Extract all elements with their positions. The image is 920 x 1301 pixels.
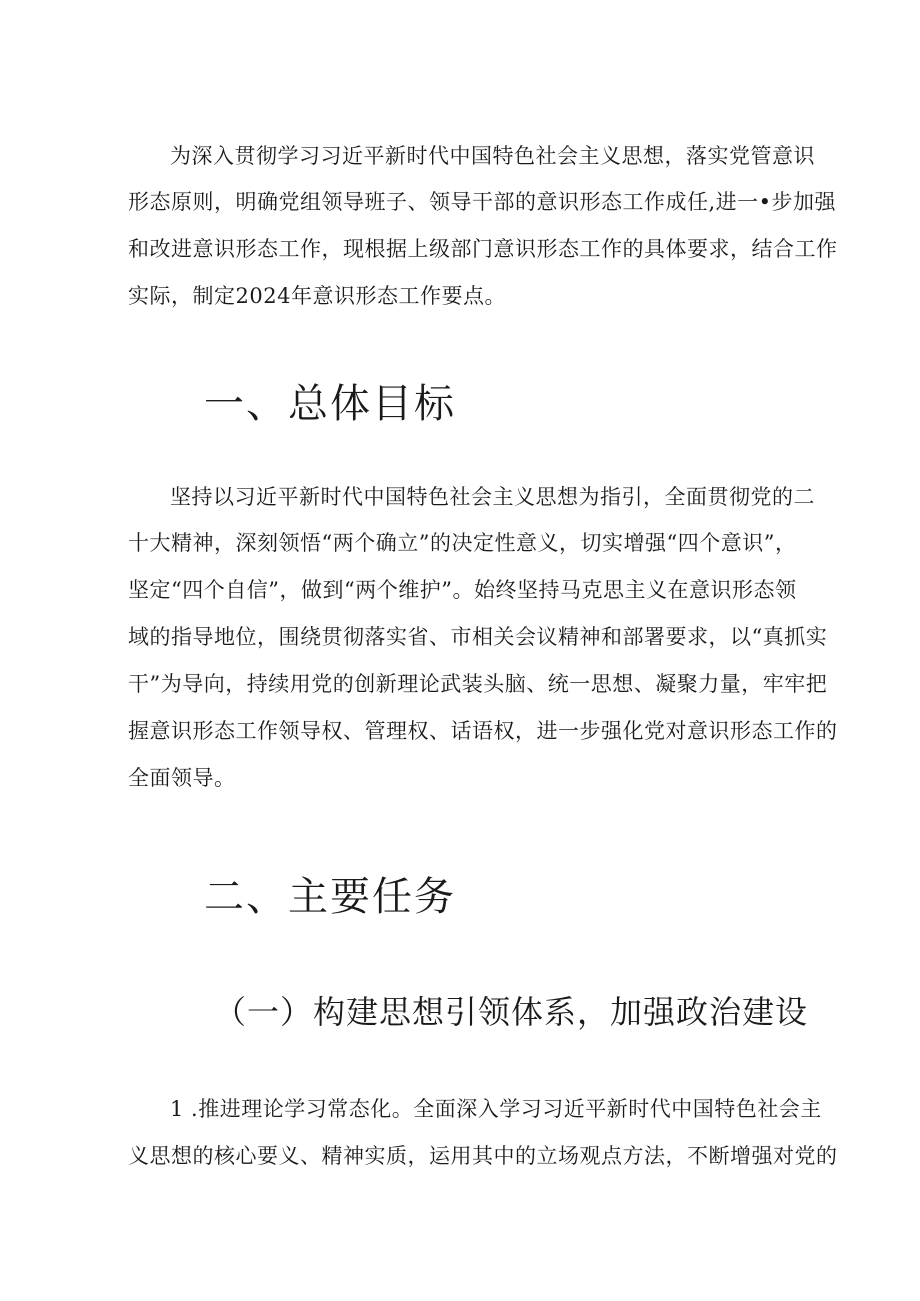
paragraph-line: 1 .推进理论学习常态化。全面深入学习习近平新时代中国特色社会主 xyxy=(170,1097,822,1121)
intro-line: 为深入贯彻学习习近平新时代中国特色社会主义思想，落实党管意识 xyxy=(170,144,815,168)
subsection-heading: （一）构建思想引领体系，加强政治建设 xyxy=(214,993,809,1031)
section-heading-overall-goal: 一、总体目标 xyxy=(204,381,456,427)
paragraph-line: 十大精神，深刻领悟“两个确立”的决定性意义，切实增强“四个意识”， xyxy=(128,531,797,555)
paragraph-line: 握意识形态工作领导权、管理权、话语权，进一步强化党对意识形态工作的 xyxy=(128,719,838,743)
paragraph-line: 全面领导。 xyxy=(128,766,236,790)
intro-line: 形态原则，明确党组领导班子、领导干部的意识形态工作成任,进一•步加强 xyxy=(128,190,837,214)
paragraph-line: 义思想的核心要义、精神实质，运用其中的立场观点方法，不断增强对党的 xyxy=(128,1144,838,1168)
paragraph-line: 域的指导地位，围绕贯彻落实省、市相关会议精神和部署要求，以“真抓实 xyxy=(128,625,828,649)
paragraph-line: 坚持以习近平新时代中国特色社会主义思想为指引，全面贯彻党的二 xyxy=(170,485,815,509)
paragraph-line: 坚定“四个自信”，做到“两个维护”。始终坚持马克思主义在意识形态领 xyxy=(128,578,797,602)
intro-line: 和改进意识形态工作，现根据上级部门意识形态工作的具体要求，结合工作 xyxy=(128,237,838,261)
intro-line: 实际，制定2024年意识形态工作要点。 xyxy=(128,284,506,308)
paragraph-line: 干”为导向，持续用党的创新理论武装头脑、统一思想、凝聚力量，牢牢把 xyxy=(128,672,828,696)
section-heading-main-tasks: 二、主要任务 xyxy=(204,874,456,920)
